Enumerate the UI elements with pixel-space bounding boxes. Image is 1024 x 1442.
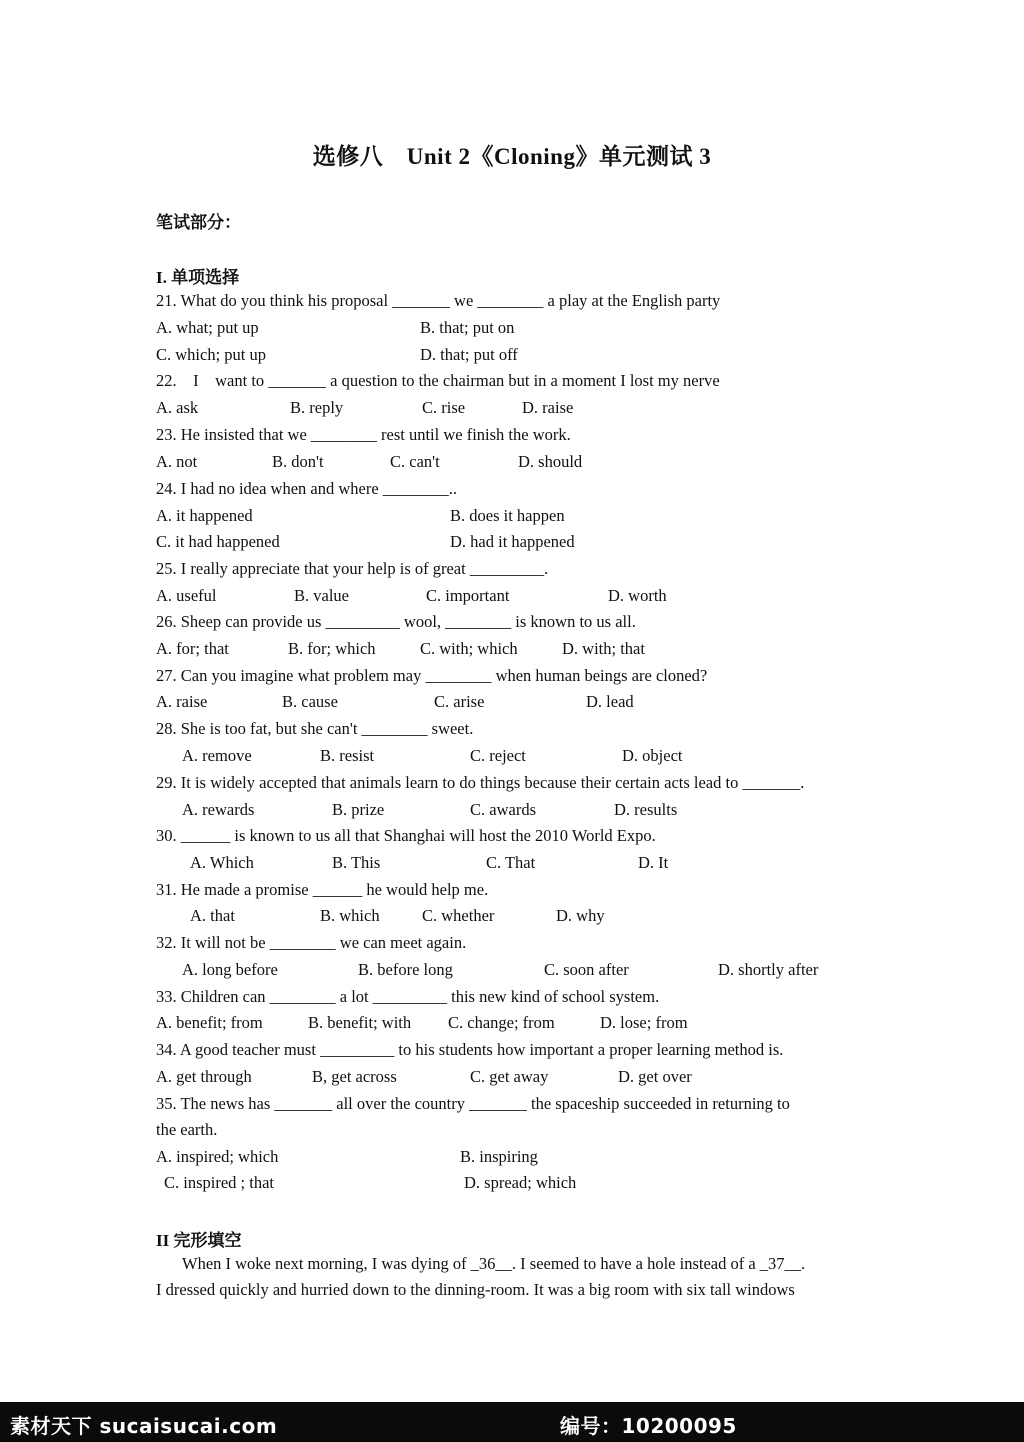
- option-31c: C. whether: [422, 906, 495, 925]
- option-28d: D. object: [622, 746, 683, 765]
- option-24c: C. it had happened: [156, 532, 280, 551]
- option-35a: A. inspired; which: [156, 1147, 279, 1166]
- question-23-stem: 23. He insisted that we ________ rest until we finish the work.: [156, 425, 571, 444]
- section-heading-cloze: II 完形填空: [156, 1231, 242, 1250]
- option-29d: D. results: [614, 800, 678, 819]
- option-27c: C. arise: [434, 692, 485, 711]
- question-32-stem: 32. It will not be ________ we can meet again.: [156, 933, 467, 952]
- option-33c: C. change; from: [448, 1013, 555, 1032]
- question-33-stem: 33. Children can ________ a lot _________ this new kind of school system.: [156, 987, 660, 1006]
- option-30a: A. Which: [190, 853, 254, 872]
- option-21b: B. that; put on: [420, 318, 515, 337]
- option-26d: D. with; that: [562, 639, 645, 658]
- option-28b: B. resist: [320, 746, 375, 765]
- question-24-stem: 24. I had no idea when and where ________..: [156, 479, 458, 498]
- option-31d: D. why: [556, 906, 605, 925]
- option-35b: B. inspiring: [460, 1147, 538, 1166]
- question-21-stem: 21. What do you think his proposal _______ we ________ a play at the English party: [156, 291, 721, 310]
- option-25d: D. worth: [608, 586, 667, 605]
- question-25-stem: 25. I really appreciate that your help is of great _________.: [156, 559, 549, 578]
- option-34b: B, get across: [312, 1067, 397, 1086]
- option-32a: A. long before: [182, 960, 278, 979]
- option-26c: C. with; which: [420, 639, 518, 658]
- question-26-stem: 26. Sheep can provide us _________ wool, ________ is known to us all.: [156, 612, 636, 631]
- option-33d: D. lose; from: [600, 1013, 688, 1032]
- question-22-stem: 22. I want to _______ a question to the chairman but in a moment I lost my nerve: [156, 371, 720, 390]
- option-25b: B. value: [294, 586, 349, 605]
- option-22d: D. raise: [522, 398, 574, 417]
- option-33a: A. benefit; from: [156, 1013, 263, 1032]
- option-23a: A. not: [156, 452, 198, 471]
- option-22c: C. rise: [422, 398, 466, 417]
- option-23d: D. should: [518, 452, 583, 471]
- option-21c: C. which; put up: [156, 345, 266, 364]
- option-26b: B. for; which: [288, 639, 376, 658]
- option-25a: A. useful: [156, 586, 217, 605]
- option-22a: A. ask: [156, 398, 199, 417]
- section-heading-multiple-choice: I. 单项选择: [156, 268, 240, 287]
- option-30b: B. This: [332, 853, 381, 872]
- option-25c: C. important: [426, 586, 510, 605]
- option-35c: C. inspired ; that: [164, 1173, 274, 1192]
- page-title: 选修八 Unit 2《Cloning》单元测试 3: [312, 144, 712, 169]
- option-24a: A. it happened: [156, 506, 253, 525]
- option-22b: B. reply: [290, 398, 344, 417]
- passage-line-1: When I woke next morning, I was dying of _36__. I seemed to have a hole instead of a _37__.: [182, 1254, 806, 1273]
- option-29c: C. awards: [470, 800, 536, 819]
- option-21a: A. what; put up: [156, 318, 259, 337]
- option-33b: B. benefit; with: [308, 1013, 412, 1032]
- watermark-bar: [0, 1402, 1024, 1442]
- written-part-label: 笔试部分：: [156, 213, 241, 232]
- option-26a: A. for; that: [156, 639, 229, 658]
- question-35-stem: 35. The news has _______ all over the country _______ the spaceship succeeded in returning to: [156, 1094, 790, 1113]
- option-30c: C. That: [486, 853, 536, 872]
- watermark-id: 编号：10200095: [560, 1414, 737, 1438]
- question-29-stem: 29. It is widely accepted that animals learn to do things because their certain acts lead to _______.: [156, 773, 805, 792]
- option-27d: D. lead: [586, 692, 634, 711]
- option-29a: A. rewards: [182, 800, 255, 819]
- option-24b: B. does it happen: [450, 506, 565, 525]
- option-34d: D. get over: [618, 1067, 692, 1086]
- passage-line-2: I dressed quickly and hurried down to the dinning-room. It was a big room with six tall windows: [156, 1280, 795, 1299]
- option-24d: D. had it happened: [450, 532, 575, 551]
- question-31-stem: 31. He made a promise ______ he would help me.: [156, 880, 489, 899]
- option-23c: C. can't: [390, 452, 440, 471]
- option-27b: B. cause: [282, 692, 338, 711]
- option-29b: B. prize: [332, 800, 385, 819]
- question-35-stem-continued: the earth.: [156, 1120, 218, 1139]
- option-31b: B. which: [320, 906, 380, 925]
- option-34c: C. get away: [470, 1067, 549, 1086]
- question-28-stem: 28. She is too fat, but she can't ________ sweet.: [156, 719, 474, 738]
- question-30-stem: 30. ______ is known to us all that Shanghai will host the 2010 World Expo.: [156, 826, 656, 845]
- option-30d: D. It: [638, 853, 669, 872]
- question-34-stem: 34. A good teacher must _________ to his students how important a proper learning method is.: [156, 1040, 784, 1059]
- question-27-stem: 27. Can you imagine what problem may ________ when human beings are cloned?: [156, 666, 708, 685]
- option-34a: A. get through: [156, 1067, 252, 1086]
- option-21d: D. that; put off: [420, 345, 518, 364]
- option-23b: B. don't: [272, 452, 324, 471]
- option-31a: A. that: [190, 906, 235, 925]
- option-35d: D. spread; which: [464, 1173, 577, 1192]
- option-28c: C. reject: [470, 746, 526, 765]
- watermark-site: 素材天下 sucaisucai.com: [10, 1414, 278, 1438]
- option-28a: A. remove: [182, 746, 252, 765]
- option-32d: D. shortly after: [718, 960, 819, 979]
- option-27a: A. raise: [156, 692, 208, 711]
- option-32b: B. before long: [358, 960, 453, 979]
- option-32c: C. soon after: [544, 960, 629, 979]
